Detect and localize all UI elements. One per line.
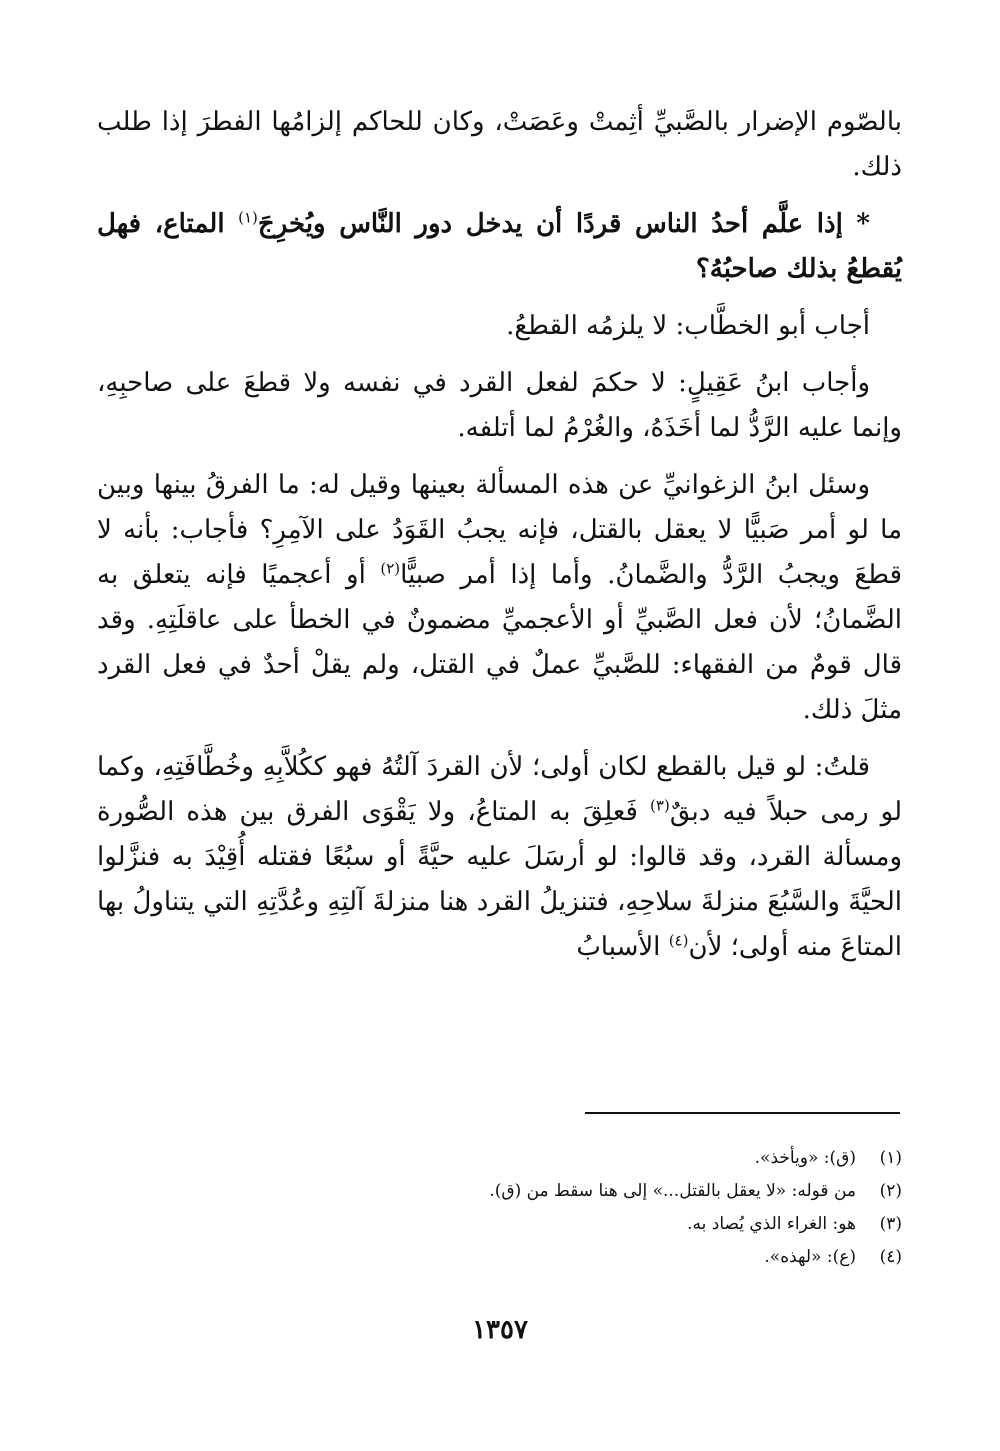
footnote-text: (ق): «ويأخذ». <box>754 1148 856 1168</box>
footnote-text: هو: الغراء الذي يُصاد به. <box>687 1214 856 1234</box>
paragraph-fasting: بالصّوم الإضرار بالصَّبيِّ أثِمتْ وعَصَتْ، وكان للحاكم إلزامُها الفطرَ إذا طلب ذلك. <box>97 107 902 182</box>
comment-text-end: الأسبابُ <box>576 932 669 962</box>
footnote-ref-3: (٣) <box>650 796 670 815</box>
footnote-number: (٤) <box>879 1247 902 1267</box>
answer-abu-al-khattab: أجاب أبو الخطَّاب: لا يلزمُه القطعُ. <box>506 311 870 341</box>
comment-text-start: قلتُ: لو قيل بالقطع لكان أولى؛ لأن القردَ آلتُهُ فهو ككُلاَّبِهِ وخُطَّافَتِهِ، وكما لو رمى حبلاً فيه دبقٌ <box>97 752 902 827</box>
author-comment <box>97 745 902 970</box>
footnote-1 <box>97 1142 902 1175</box>
page-number: ١٣٥٧ <box>472 1315 528 1345</box>
footnote-text: (ع): «لهذه». <box>764 1247 856 1267</box>
footnote-4 <box>97 1241 902 1274</box>
answer-ibn-al-zaghwani <box>97 463 902 733</box>
footnote-ref-1: (١) <box>238 208 258 227</box>
zaghwani-text-end: أو أعجميًا فإنه يتعلق به الضَّمانُ؛ لأن فعل الصَّبيِّ أو الأعجميِّ مضمونٌ في الخطأ على عاقلَتِهِ. وقد قال قومٌ من الفقهاء: للصَّبيِّ عملٌ في القتل، ولم يقلْ أحدٌ في فعل القرد مثلَ ذلك. <box>97 560 903 725</box>
question-text-start: * إذا علَّم أحدُ الناس قردًا أن يدخل دور النَّاس ويُخرِجَ <box>257 209 870 239</box>
footnote-3 <box>97 1208 902 1241</box>
footnote-ref-4: (٤) <box>668 931 689 950</box>
footnote-number: (٢) <box>879 1181 902 1201</box>
footnote-separator <box>585 1112 900 1114</box>
answer-ibn-aqil: وأجاب ابنُ عَقِيلٍ: لا حكمَ لفعل القرد في نفسه ولا قطعَ على صاحبِهِ، وإنما عليه الرَّدُّ لما أخَذَهُ، والغُرْمُ لما أتلفه. <box>97 368 902 443</box>
footnotes <box>97 1142 902 1274</box>
main-text <box>97 100 902 970</box>
question-text-end: المتاع، فهل يُقطعُ بذلك صاحبُهُ؟ <box>97 209 902 284</box>
question-monkey-theft <box>97 202 902 292</box>
footnote-number: (٣) <box>879 1214 902 1234</box>
footnote-text: من قوله: «لا يعقل بالقتل...» إلى هنا سقط من (ق). <box>489 1181 856 1201</box>
footnote-ref-2: (٢) <box>380 559 401 578</box>
zaghwani-text-start: وسئل ابنُ الزغوانيِّ عن هذه المسألة بعينها وقيل له: ما الفرقُ بينها وبين ما لو أمر صَبيًّا لا يعقل بالقتل، فإنه يجبُ القَوَدُ على الآمِرِ؟ فأجاب: بأنه لا قطعَ ويجبُ الرَّدُّ والضَّمانُ. وأما إذا أمر صبيًّا <box>97 470 902 590</box>
footnote-number: (١) <box>879 1148 902 1168</box>
comment-text-middle: فَعلِقَ به المتاعُ، ولا يَقْوَى الفرق بين هذه الصُّورة ومسألة القرد، وقد قالوا: لو أرسَلَ عليه حيَّةً أو سبُعًا فقتله أُقِيْدَ به فنزَّلوا الحيَّةَ والسَّبُعَ منزلةَ سلاحِهِ، فتنزيلُ القرد هنا منزلةَ آلتِهِ وعُدَّتِهِ التي يتناولُ بها المتاعَ منه أولى؛ لأن <box>97 797 902 962</box>
footnote-2 <box>97 1175 902 1208</box>
